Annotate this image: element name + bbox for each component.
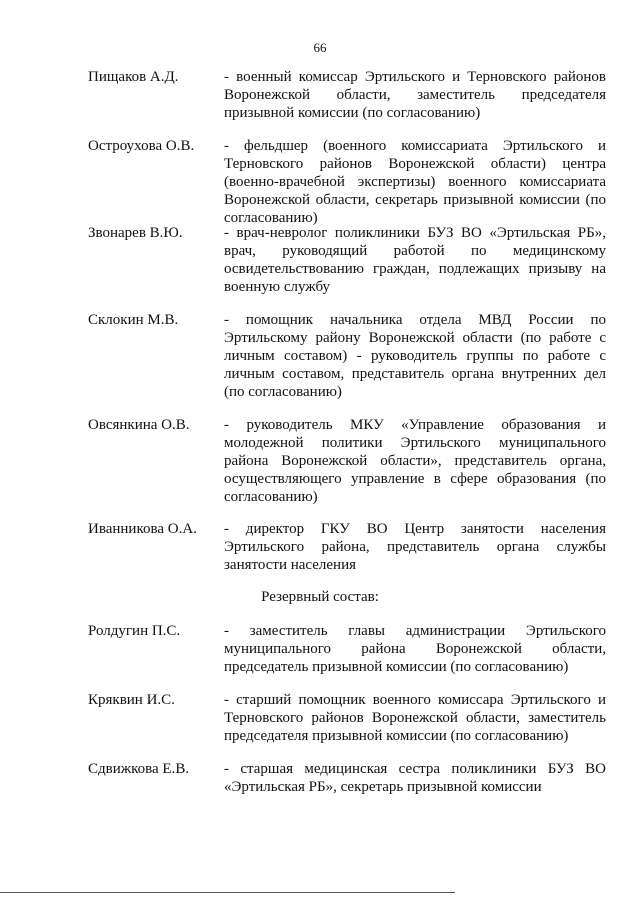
member-name: Кряквин И.С. (88, 692, 175, 708)
member-name: Звонарев В.Ю. (88, 225, 183, 241)
member-description: - директор ГКУ ВО Центр занятости населения Эртильского района, представитель органа службы занятости населения (224, 521, 606, 573)
reserve-heading: Резервный состав: (261, 589, 379, 605)
member-name: Остроухова О.В. (88, 138, 195, 154)
member-name: Овсянкина О.В. (88, 417, 190, 433)
member-description: - заместитель главы администрации Эртильского муниципального района Воронежской области, председатель призывной комиссии (по согласованию) (224, 623, 606, 675)
member-name: Пищаков А.Д. (88, 69, 179, 85)
member-description: - помощник начальника отдела МВД России по Эртильскому району Воронежской области (по работе с личным составом) - руководитель группы по работе с личным составом, представитель органа внутренних дел (по согласованию) (224, 312, 606, 400)
member-name: Склокин М.В. (88, 312, 179, 328)
member-name: Сдвижкова Е.В. (88, 761, 190, 777)
member-description: - военный комиссар Эртильского и Терновского районов Воронежской области, заместитель председателя призывной комиссии (по согласованию) (224, 69, 606, 121)
member-description: - старшая медицинская сестра поликлиники БУЗ ВО «Эртильская РБ», секретарь призывной комиссии (224, 761, 606, 795)
member-description: - руководитель МКУ «Управление образования и молодежной политики Эртильского муниципального района Воронежской области», представитель органа, осуществляющего управление в сфере образования (по согласованию) (224, 417, 606, 505)
page-number: 66 (313, 40, 327, 55)
member-description: - врач-невролог поликлиники БУЗ ВО «Эртильская РБ», врач, руководящий работой по медицинскому освидетельствованию граждан, подлежащих призыву на военную службу (224, 225, 606, 295)
member-name: Иванникова О.А. (88, 521, 197, 537)
member-description: - фельдшер (военного комиссариата Эртильского и Терновского районов Воронежской области) центра (военно-врачебной экспертизы) военного комиссариата Воронежской области, секретарь призывной комиссии (по согласованию) (224, 138, 606, 226)
member-description: - старший помощник военного комиссара Эртильского и Терновского районов Воронежской области, заместитель председателя призывной комиссии (по согласованию) (224, 692, 606, 744)
page-bottom-divider (0, 892, 455, 893)
member-name: Ролдугин П.С. (88, 623, 181, 639)
